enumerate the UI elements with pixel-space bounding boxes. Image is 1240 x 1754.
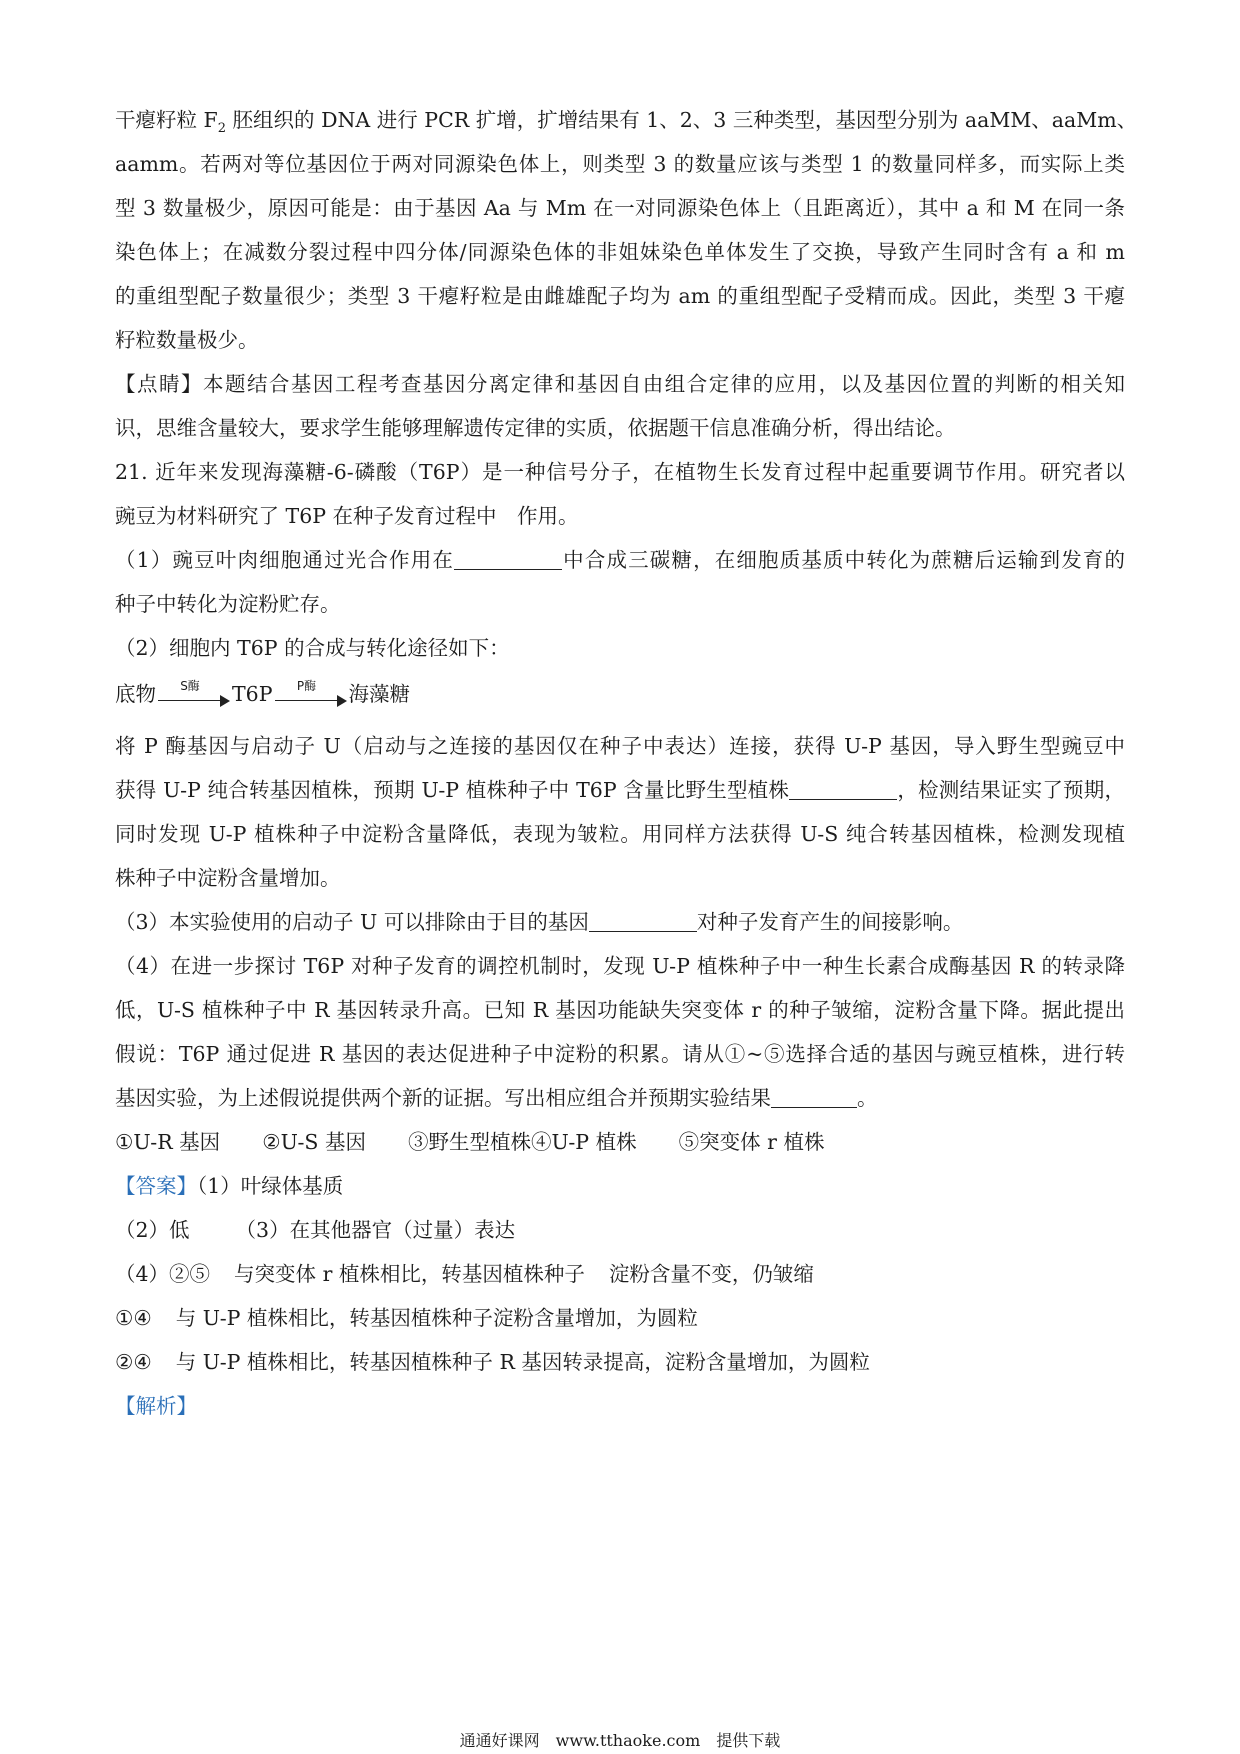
answer-blank [789, 777, 897, 800]
text-line: 同时发现 U-P 植株种子中淀粉含量降低，表现为皱粒。用同样方法获得 U-S 纯合转基因植株，检测发现植 [115, 822, 1125, 846]
text-line: 获得 U-P 纯合转基因植株，预期 U-P 植株种子中 T6P 含量比野生型植株 ，检测结果证实了预期， [115, 778, 1125, 802]
option: ②U-S 基因 [262, 1130, 366, 1154]
answer-line: ②④ 与 U-P 植株相比，转基因植株种子 R 基因转录提高，淀粉含量增加，为圆粒 [115, 1350, 870, 1374]
dianjing-tag: 【点睛】 [115, 372, 203, 396]
text-line: 基因实验，为上述假说提供两个新的证据。写出相应组合并预期实验结果 。 [115, 1086, 878, 1110]
pathway-substrate: 底物 [115, 682, 156, 706]
enzyme-label: P酶 [296, 678, 317, 693]
answer-blank [454, 547, 562, 570]
question-part-3: （3）本实验使用的启动子 U 可以排除由于目的基因 对种子发育产生的间接影响。 [115, 910, 964, 934]
question-part-4: （4）在进一步探讨 T6P 对种子发育的调控机制时，发现 U-P 植株种子中一种生长素合成酶基因 R 的转录降 [115, 954, 1125, 978]
text-line: 豌豆为材料研究了 T6P 在种子发育过程中 作用。 [115, 504, 579, 528]
pathway-product: 海藻糖 [348, 682, 411, 706]
option: ⑤突变体 r 植株 [678, 1130, 825, 1154]
answer-line: （2）低 （3）在其他器官（过量）表达 [115, 1218, 516, 1242]
text-line: aamm。若两对等位基因位于两对同源染色体上，则类型 3 的数量应该与类型 1 的数量同样多，而实际上类 [115, 152, 1125, 176]
text-line: 低，U-S 植株种子中 R 基因转录升高。已知 R 基因功能缺失突变体 r 的种子皱缩，淀粉含量下降。据此提出 [115, 998, 1125, 1022]
dianjing-line: 【点睛】本题结合基因工程考查基因分离定律和基因自由组合定律的应用，以及基因位置的判断的相关知 [115, 372, 1126, 396]
arrow-icon [275, 678, 347, 707]
option: ③野生型植株④U-P 植株 [407, 1130, 637, 1154]
pathway-middle: T6P [232, 682, 273, 706]
answer-blank [589, 909, 697, 932]
text-line: 的重组型配子数量很少；类型 3 干瘪籽粒是由雌雄配子均为 am 的重组型配子受精而成。因此，类型 3 干瘪 [115, 284, 1125, 308]
answer-line: 【答案】（1）叶绿体基质 [115, 1174, 344, 1198]
pathway-diagram [115, 678, 1125, 710]
answer-line: ①④ 与 U-P 植株相比，转基因植株种子淀粉含量增加，为圆粒 [115, 1306, 698, 1330]
answer-tag: 【答案】 [115, 1174, 197, 1198]
text-line: 识，思维含量较大，要求学生能够理解遗传定律的实质，依据题干信息准确分析，得出结论。 [115, 416, 956, 440]
option: ①U-R 基因 [115, 1130, 221, 1154]
page-footer: 通通好课网 www.tthaoke.com 提供下载 [459, 1731, 781, 1750]
text-line: 种子中转化为淀粉贮存。 [115, 592, 341, 616]
text-line: 籽粒数量极少。 [115, 328, 259, 352]
text-line: 型 3 数量极少，原因可能是：由于基因 Aa 与 Mm 在一对同源染色体上（且距离近），其中 a 和 M 在同一条 [115, 196, 1125, 220]
text-line: 干瘪籽粒 $F_2$ 胚组织的 DNA 进行 PCR 扩增，扩增结果有 1、2、3 三种类型，基因型分别为 aaMM、aaMm、 [115, 108, 1138, 137]
answer-blank [771, 1085, 857, 1108]
text-line: 假说：T6P 通过促进 R 基因的表达促进种子中淀粉的积累。请从①~⑤选择合适的基因与豌豆植株，进行转 [115, 1042, 1125, 1066]
text-line: 染色体上；在减数分裂过程中四分体/同源染色体的非姐妹染色单体发生了交换，导致产生同时含有 a 和 m [115, 240, 1125, 264]
enzyme-label: S酶 [180, 678, 200, 693]
answer-line: （4）②⑤ 与突变体 r 植株相比，转基因植株种子 淀粉含量不变，仍皱缩 [115, 1262, 814, 1286]
arrow-icon [158, 678, 230, 707]
text-line: 将 P 酶基因与启动子 U（启动与之连接的基因仅在种子中表达）连接，获得 U-P 基因，导入野生型豌豆中 [115, 734, 1125, 758]
text-line: 株种子中淀粉含量增加。 [115, 866, 341, 890]
jiexi-tag: 【解析】 [115, 1394, 197, 1418]
question-part-1: （1）豌豆叶肉细胞通过光合作用在 中合成三碳糖，在细胞质基质中转化为蔗糖后运输到发育的 [115, 548, 1126, 572]
question-21-stem: 21. 近年来发现海藻糖-6-磷酸（T6P）是一种信号分子，在植物生长发育过程中起重要调节作用。研究者以 [115, 460, 1125, 484]
options-line [115, 1126, 1125, 1158]
question-part-2: （2）细胞内 T6P 的合成与转化途径如下： [115, 636, 510, 660]
